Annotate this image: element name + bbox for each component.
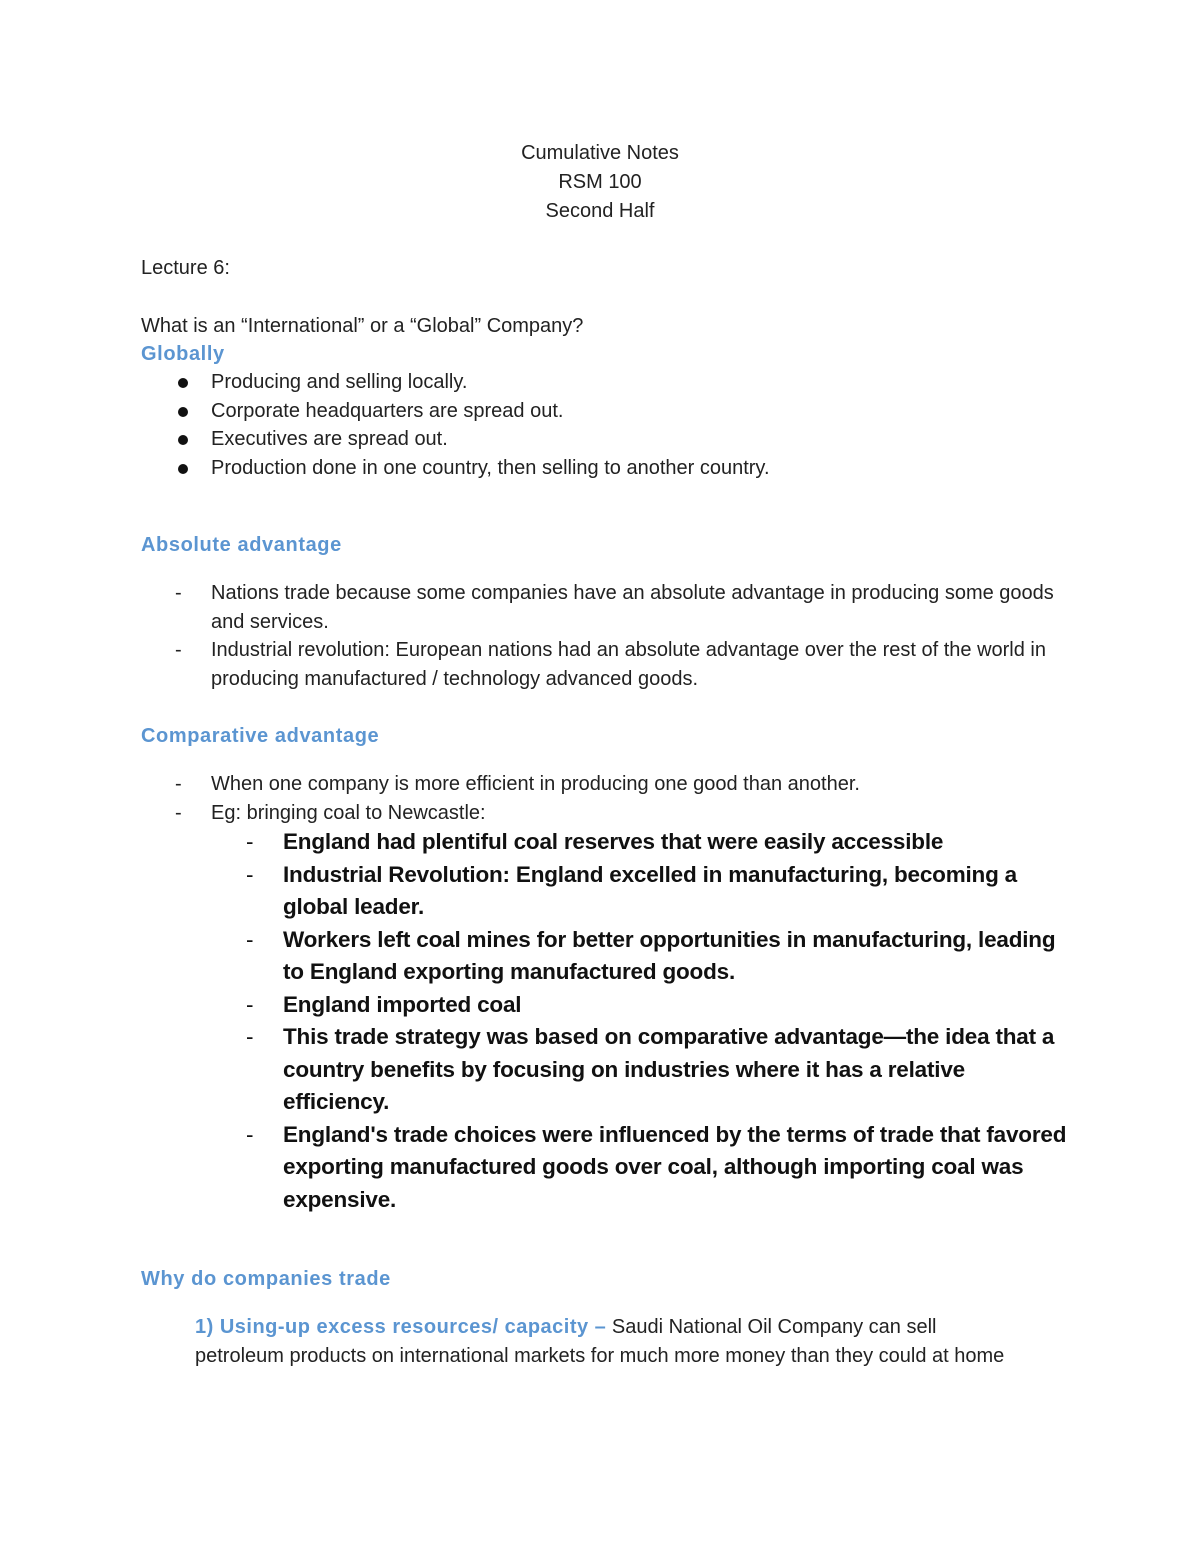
sublist-item bbox=[246, 1119, 1073, 1217]
list-item-text: Executives are spread out. bbox=[211, 428, 448, 450]
sublist-item-text: England's trade choices were influenced by the terms of trade that favored exporting manufactured goods over coal, although importing coal was expensive. bbox=[283, 1121, 1067, 1212]
sublist-item bbox=[246, 859, 1073, 924]
list-item-text: Corporate headquarters are spread out. bbox=[211, 399, 564, 422]
bullet-icon bbox=[178, 407, 188, 417]
sublist-item-text: England imported coal bbox=[283, 991, 522, 1017]
sublist-item-text: England had plentiful coal reserves that were easily accessible bbox=[283, 829, 944, 854]
list-item bbox=[211, 454, 1111, 483]
dash-icon: - bbox=[246, 829, 254, 854]
list-item-text: Industrial revolution: European nations had an absolute advantage over the rest of the world in producing manufactured / technology advanced goods. bbox=[211, 639, 1046, 690]
sublist-item-text: Workers left coal mines for better opportunities in manufacturing, leading to England exporting manufactured goods. bbox=[283, 926, 1056, 984]
sublist-item-text: Industrial Revolution: England excelled in manufacturing, becoming a global leader. bbox=[283, 861, 1017, 919]
list-item-text: Producing and selling locally. bbox=[211, 371, 468, 393]
dash-icon: - bbox=[246, 1121, 254, 1147]
doc-title: Cumulative Notes bbox=[521, 142, 679, 164]
sublist-item bbox=[246, 826, 1073, 859]
section-heading-comparative-advantage: Comparative advantage bbox=[141, 725, 380, 747]
absolute-advantage-list bbox=[175, 579, 1071, 693]
why-trade-item-1 bbox=[195, 1313, 1025, 1370]
why-trade-item-label: 1) Using-up excess resources/ capacity – bbox=[195, 1316, 607, 1338]
list-item bbox=[175, 636, 1071, 693]
dash-icon: - bbox=[246, 991, 254, 1017]
dash-icon: - bbox=[175, 639, 182, 661]
bullet-icon bbox=[178, 464, 188, 474]
doc-subtitle: Second Half bbox=[545, 200, 655, 222]
list-item bbox=[211, 397, 1111, 426]
dash-icon: - bbox=[175, 582, 182, 604]
list-item bbox=[211, 368, 1111, 397]
sublist-item bbox=[246, 1021, 1073, 1119]
why-trade-item-text: Saudi National Oil Company can sell petroleum products on international markets for much more money than they could at home bbox=[195, 1316, 1005, 1367]
list-item bbox=[175, 770, 1071, 799]
dash-icon: - bbox=[175, 773, 182, 795]
dash-icon: - bbox=[246, 861, 254, 887]
section-heading-globally: Globally bbox=[141, 343, 225, 365]
dash-icon: - bbox=[246, 1024, 254, 1049]
coal-example-sublist bbox=[246, 826, 1073, 1216]
list-item bbox=[175, 799, 1071, 828]
bullet-icon bbox=[178, 435, 188, 445]
sublist-item bbox=[246, 989, 1073, 1022]
bullet-icon bbox=[178, 378, 188, 388]
list-item-text: Nations trade because some companies have an absolute advantage in producing some goods and services. bbox=[211, 582, 1054, 633]
question-text: What is an “International” or a “Global” Company? bbox=[141, 315, 584, 337]
section-heading-absolute-advantage: Absolute advantage bbox=[141, 534, 342, 556]
sublist-item-text: This trade strategy was based on comparative advantage—the idea that a country benefits by focusing on industries where it has a relative efficiency. bbox=[283, 1024, 1055, 1114]
dash-icon: - bbox=[246, 926, 254, 952]
sublist-item bbox=[246, 924, 1073, 989]
list-item bbox=[211, 425, 1111, 454]
course-code: RSM 100 bbox=[558, 171, 642, 193]
section-heading-why-trade: Why do companies trade bbox=[141, 1268, 391, 1290]
globally-list bbox=[211, 368, 1111, 482]
dash-icon: - bbox=[175, 801, 182, 824]
list-item-text: Eg: bringing coal to Newcastle: bbox=[211, 801, 486, 824]
list-item bbox=[175, 579, 1071, 636]
list-item-text: Production done in one country, then selling to another country. bbox=[211, 456, 770, 479]
comparative-advantage-list bbox=[175, 770, 1071, 827]
list-item-text: When one company is more efficient in producing one good than another. bbox=[211, 773, 860, 795]
lecture-label: Lecture 6: bbox=[141, 257, 230, 279]
